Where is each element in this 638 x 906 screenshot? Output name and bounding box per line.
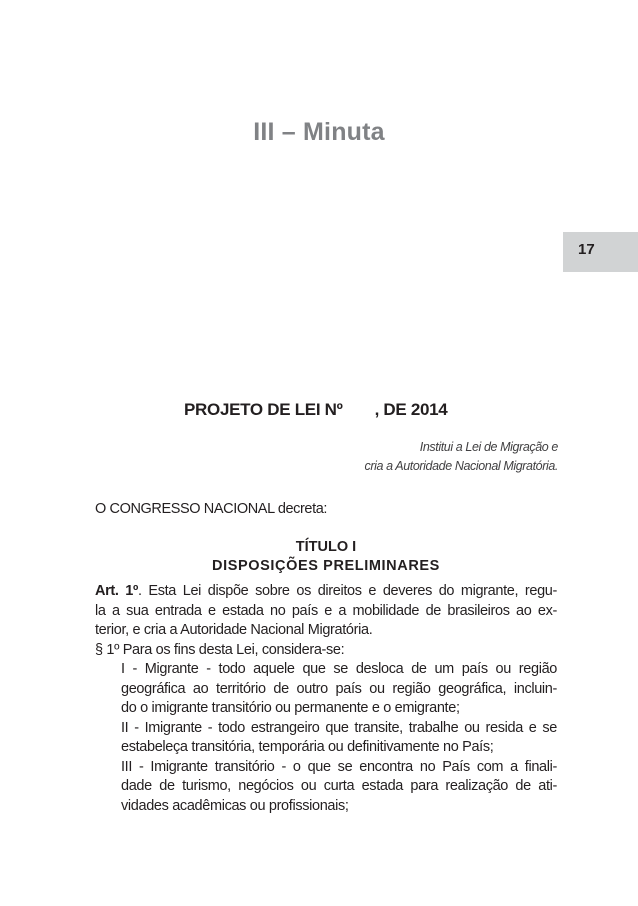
title-number: TÍTULO I <box>295 539 357 555</box>
enacting-clause: O CONGRESSO NACIONAL decreta: <box>95 501 328 517</box>
bill-title-year: , DE 2014 <box>374 400 448 419</box>
article-label: Art. 1º <box>95 583 138 599</box>
item-line: III - Imigrante transitório - o que se encontra no País com a finali- <box>121 758 557 775</box>
bill-title <box>184 400 447 420</box>
section-title: III – Minuta <box>253 118 385 146</box>
item-line: I - Migrante - todo aquele que se desloca de um país ou região <box>121 661 557 677</box>
paragraph-line: § 1º Para os fins desta Lei, considera-se: <box>95 641 345 658</box>
page-number: 17 <box>578 241 595 258</box>
item-line: vidades acadêmicas ou profissionais; <box>121 797 349 814</box>
article-body <box>95 582 557 816</box>
item-line: geográfica ao território de outro país ou região geográfica, incluin- <box>121 680 557 697</box>
item-line: dade de turismo, negócios ou curta estada para realização de ati- <box>121 778 557 794</box>
bill-summary-line: Institui a Lei de Migração e <box>419 440 558 454</box>
title-heading <box>95 538 557 576</box>
article-line: la a sua entrada e estada no país e a mobilidade de brasileiros ao ex- <box>95 602 557 619</box>
item-line: estabeleça transitória, temporária ou definitivamente no País; <box>121 739 494 755</box>
item-line: do o imigrante transitório ou permanente e o emigrante; <box>121 700 460 716</box>
title-name: DISPOSIÇÕES PRELIMINARES <box>212 558 440 574</box>
item-line: II - Imigrante - todo estrangeiro que transite, trabalhe ou resida e se <box>121 719 557 736</box>
bill-title-number: PROJETO DE LEI Nº <box>184 400 343 419</box>
article-line: terior, e cria a Autoridade Nacional Migratória. <box>95 622 373 638</box>
article-line <box>95 582 557 602</box>
bill-summary-line: cria a Autoridade Nacional Migratória. <box>364 459 558 473</box>
page-number-tab <box>563 232 638 272</box>
bill-summary <box>365 438 558 476</box>
article-text: . Esta Lei dispõe sobre os direitos e deveres do migrante, regu- <box>137 583 557 599</box>
